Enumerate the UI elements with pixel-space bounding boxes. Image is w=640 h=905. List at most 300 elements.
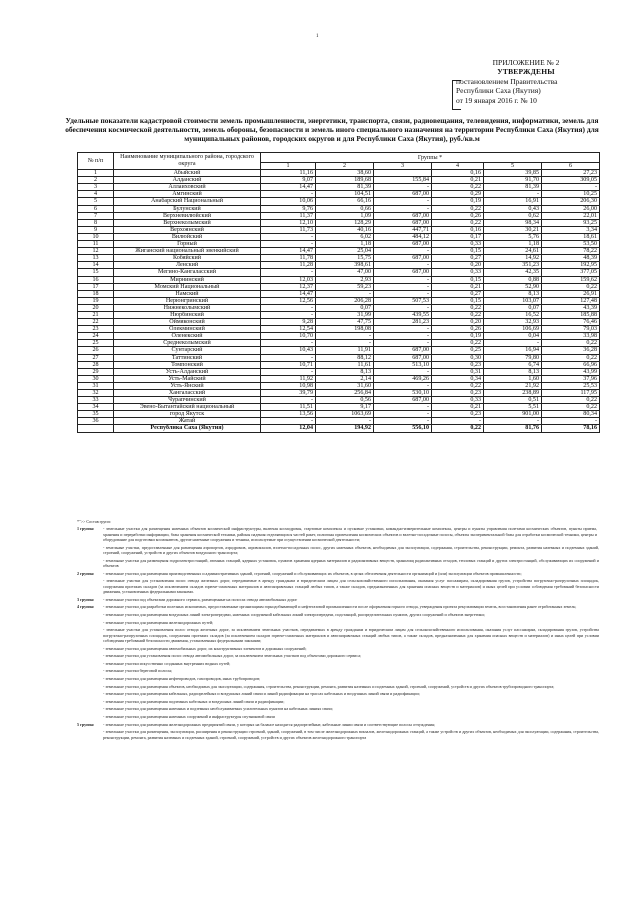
row-number: 28 (78, 361, 114, 368)
group-value: 0,15 (432, 297, 484, 304)
group-value: - (374, 276, 432, 283)
group-4-sub: - земельные участки для размещения воздушных линий электропередачи, наземных сооружений кабельных линий электропередачи, подстанций, распределительных пунктов, других сооружений и объектов энергетики; (103, 612, 485, 617)
district-name: Оймяконский (114, 319, 261, 326)
row-number: 17 (78, 283, 114, 290)
total-value: 194,92 (316, 425, 374, 432)
table-row (78, 233, 600, 240)
group-value: 238,89 (484, 390, 542, 397)
district-name: Нижнеколымский (114, 304, 261, 311)
total-value: 556,10 (374, 425, 432, 432)
group-value: 80,34 (542, 411, 600, 418)
district-name: Эвено-Бытантайский национальный (114, 404, 261, 411)
group-value: 0,56 (316, 397, 374, 404)
group-value: 3,34 (542, 226, 600, 233)
group-value: 0,22 (542, 354, 600, 361)
group-value: 11,91 (316, 347, 374, 354)
group-value: 10,98 (261, 382, 316, 389)
group-2-text: - земельные участки для размещения производственных и административных зданий, строений, сооружений и обслуживающих их объектов, в целях обеспечения деятельности организаций и (или) эксплуатации объектов промышленности; (103, 570, 522, 576)
row-number: 25 (78, 340, 114, 347)
approved-label: УТВЕРЖДЕНЫ (497, 67, 555, 77)
group-value: 31,60 (316, 382, 374, 389)
group-header: 3 (374, 163, 432, 170)
group-value: 22,01 (542, 212, 600, 219)
group-value: 0,51 (484, 397, 542, 404)
group-value: 0,22 (432, 205, 484, 212)
group-3-text: - земельные участки под объектами дорожного сервиса, размещенные на полосах отвода автомобильных дорог (103, 596, 298, 602)
group-value: 0,31 (432, 368, 484, 375)
group-value: - (261, 418, 316, 425)
group-value: 81,39 (316, 184, 374, 191)
row-number: 15 (78, 269, 114, 276)
table-row (78, 319, 600, 326)
group-value: 103,07 (484, 297, 542, 304)
group-value: 0,22 (432, 219, 484, 226)
group-value: 0,29 (432, 191, 484, 198)
total-value: 78,16 (542, 425, 600, 432)
group-value: 88,12 (316, 354, 374, 361)
group-value: 281,23 (374, 319, 432, 326)
row-number: 11 (78, 241, 114, 248)
group-value: 206,30 (542, 198, 600, 205)
row-number: 26 (78, 347, 114, 354)
row-number: 8 (78, 219, 114, 226)
district-name: Мегино-Кангаласский (114, 269, 261, 276)
row-number: 7 (78, 212, 114, 219)
group-value: 0,19 (432, 333, 484, 340)
row-number: 6 (78, 205, 114, 212)
row-number: 20 (78, 304, 114, 311)
group-value: - (484, 418, 542, 425)
district-name: Горный (114, 241, 261, 248)
group-value: - (261, 304, 316, 311)
group-4-sub: - земельные участки для размещения наземных и подземных необслуживаемых усилительных пунктов на кабельных линиях связи; (103, 706, 333, 712)
district-name: Верхневилюйский (114, 212, 261, 219)
group-value: - (374, 333, 432, 340)
row-number: 32 (78, 390, 114, 397)
group-value: 12,03 (261, 276, 316, 283)
group-value: 12,56 (261, 297, 316, 304)
row-number: 3 (78, 184, 114, 191)
group-4-label: 4 группа: (77, 604, 95, 610)
row-number: 33 (78, 397, 114, 404)
group-4-sub: - земельные участки для размещения объектов, необходимых для эксплуатации, содержания, строительства, реконструкции, ремонта, развития наземных и подземных зданий, строений, сооружений, устройств и других объектов трубопроводного транспорта; (103, 683, 555, 689)
group-value: 0,88 (484, 276, 542, 283)
group-4-sub: - земельные участки для размещения кабельных, радиорелейных и воздушных линий связи и линий радиофикации на трассах кабельных и воздушных линий связи и радиофикации; (103, 691, 420, 697)
group-value: 98,34 (484, 219, 542, 226)
table-row (78, 347, 600, 354)
group-1-note (77, 526, 599, 542)
group-value: 5,51 (484, 404, 542, 411)
group-value: 11,16 (261, 170, 316, 177)
group-value: - (261, 340, 316, 347)
group-value: 351,23 (484, 262, 542, 269)
table-row (78, 354, 600, 361)
group-value: 0,22 (432, 382, 484, 389)
group-value: 12,37 (261, 283, 316, 290)
group-value: 16,94 (484, 347, 542, 354)
group-value: 30,21 (484, 226, 542, 233)
group-value: 26,00 (542, 205, 600, 212)
group-value: 0,30 (432, 354, 484, 361)
group-value: 37,96 (542, 375, 600, 382)
district-name: Жатай (114, 418, 261, 425)
group-value: 18,61 (542, 233, 600, 240)
district-name: Хангаласский (114, 390, 261, 397)
row-number: 31 (78, 382, 114, 389)
table-row (78, 184, 600, 191)
group-value: 12,10 (261, 219, 316, 226)
group-value: 47,00 (316, 269, 374, 276)
row-number: 1 (78, 170, 114, 177)
group-value: - (484, 191, 542, 198)
district-name: Жиганский национальный эвенкийский (114, 248, 261, 255)
group-value: - (261, 311, 316, 318)
total-num (78, 425, 114, 432)
group-value: - (374, 184, 432, 191)
table-row (78, 177, 600, 184)
group-4-subitems (77, 612, 599, 719)
group-1-text: - земельные участки для размещения наземных объектов космической инфраструктуры, включая космодромы, стартовые комплексы и пусковые установки, командно-измерительные комплексы, центры и пункты управления полетами космических объектов, пункты приема, хранения и переработки информации, базы хранения космической техники, районы падения отделяющихся частей ракет, полигоны приземления космических объектов и взлетно-посадочные полосы, объекты экспериментальной базы для отработки космической техники, центры и оборудование для подготовки космонавтов, другие наземные сооружения и техника, используемые при осуществлении космической деятельности; (103, 526, 597, 543)
group-value: 38,60 (316, 170, 374, 177)
group-value: 14,92 (484, 255, 542, 262)
group-value: - (316, 333, 374, 340)
row-number: 14 (78, 262, 114, 269)
table-row (78, 390, 600, 397)
group-value: 469,26 (374, 375, 432, 382)
table-row (78, 326, 600, 333)
group-value: 687,00 (374, 191, 432, 198)
group-value: 447,71 (374, 226, 432, 233)
group-value: 0,22 (432, 340, 484, 347)
group-value: 11,28 (261, 262, 316, 269)
group-5-text: - земельные участки для размещения железнодорожных предприятий связи, у которых на балансе находятся радиорелейные, кабельные линии связи и соответствующие полосы отчуждения; (103, 721, 436, 727)
group-value: 0,25 (432, 347, 484, 354)
row-number: 2 (78, 177, 114, 184)
group-value: 0,22 (542, 404, 600, 411)
group-value: 185,88 (542, 311, 600, 318)
group-value: 439,55 (374, 311, 432, 318)
row-number: 5 (78, 198, 114, 205)
district-name: Ленский (114, 262, 261, 269)
group-value: - (542, 418, 600, 425)
district-name: город Якутск (114, 411, 261, 418)
group-value: 687,00 (374, 397, 432, 404)
group-value: 0,22 (432, 304, 484, 311)
group-3-label: 3 группа: (77, 596, 95, 602)
district-name: Кобяйский (114, 255, 261, 262)
district-name: Олекминский (114, 326, 261, 333)
group-value: 155,84 (374, 177, 432, 184)
row-number: 21 (78, 311, 114, 318)
group-value: 32,93 (484, 319, 542, 326)
group-1-sub: - земельные участки для размещения гидроэлектростанций, атомных станций, ядерных установок, пунктов хранения ядерных материалов и радиоактивных веществ, хранилищ радиоактивных отходов, тепловых станций и других электростанций, обслуживающих их сооружений и объектов (103, 557, 599, 569)
group-value: 198,08 (316, 326, 374, 333)
group-value: 0,17 (432, 233, 484, 240)
group-1-label: 1 группа: (77, 526, 95, 532)
group-value: - (261, 241, 316, 248)
group-value: 48,39 (542, 255, 600, 262)
table-row (78, 397, 600, 404)
table-row (78, 276, 600, 283)
group-value: 206,28 (316, 297, 374, 304)
group-value: 1,18 (316, 241, 374, 248)
group-value: 0,27 (432, 290, 484, 297)
group-value: 0,23 (432, 361, 484, 368)
row-number: 36 (78, 418, 114, 425)
table-row (78, 304, 600, 311)
group-value: 16,52 (484, 311, 542, 318)
group-value: 687,00 (374, 347, 432, 354)
group-value: 31,99 (316, 311, 374, 318)
group-value: 42,35 (484, 269, 542, 276)
district-name: Среднеколымский (114, 340, 261, 347)
group-value: - (374, 205, 432, 212)
row-number: 18 (78, 290, 114, 297)
group-value: - (374, 368, 432, 375)
group-value: 0,22 (432, 184, 484, 191)
table-row (78, 368, 600, 375)
group-value: - (374, 340, 432, 347)
group-value: 11,51 (261, 404, 316, 411)
group-value: 2,93 (316, 276, 374, 283)
row-number: 24 (78, 333, 114, 340)
group-value: 66,16 (316, 198, 374, 205)
district-name: Томпонский (114, 361, 261, 368)
group-value: 1,09 (316, 212, 374, 219)
group-5-note (77, 722, 599, 727)
total-value: 0,22 (432, 425, 484, 432)
group-value: - (374, 418, 432, 425)
district-name: Сунтарский (114, 347, 261, 354)
district-name: Усть-Майский (114, 375, 261, 382)
group-value: 189,68 (316, 177, 374, 184)
group-value: - (261, 269, 316, 276)
row-number: 9 (78, 226, 114, 233)
group-value: 0,19 (432, 198, 484, 205)
table-row (78, 297, 600, 304)
group-value: 0,21 (432, 404, 484, 411)
group-value: 0,07 (316, 304, 374, 311)
district-name: Амгинский (114, 191, 261, 198)
group-value: 106,69 (484, 326, 542, 333)
group-value: 6,74 (484, 361, 542, 368)
group-4-sub: - земельные участки для размещения железнодорожных путей; (103, 619, 214, 625)
group-value: - (261, 233, 316, 240)
group-value: 16,91 (484, 198, 542, 205)
group-4-sub: - земельные участки для размещения подземных кабельных и воздушных линий связи и радиофикации; (103, 698, 285, 704)
district-name: Таттинский (114, 354, 261, 361)
group-value: 10,43 (261, 347, 316, 354)
district-name: Усть-Алданский (114, 368, 261, 375)
group-value: 530,10 (374, 390, 432, 397)
group-value: 0,23 (432, 390, 484, 397)
group-value: 0,26 (432, 212, 484, 219)
table-row (78, 411, 600, 418)
group-value: 377,05 (542, 269, 600, 276)
table-row (78, 198, 600, 205)
group-value: 309,05 (542, 177, 600, 184)
group-value: 15,75 (316, 255, 374, 262)
group-value: 0,62 (484, 212, 542, 219)
group-value: 11,37 (261, 212, 316, 219)
group-value (374, 170, 432, 177)
group-value: 0,43 (484, 205, 542, 212)
group-value: 507,53 (374, 297, 432, 304)
group-value: 40,16 (316, 226, 374, 233)
group-value: 43,39 (542, 304, 600, 311)
group-value: - (261, 191, 316, 198)
group-header: 2 (316, 163, 374, 170)
group-value: 2,14 (316, 375, 374, 382)
group-value: 687,00 (374, 354, 432, 361)
table-row (78, 241, 600, 248)
group-value: 0,20 (432, 319, 484, 326)
table-row (78, 212, 600, 219)
group-value: 8,13 (316, 368, 374, 375)
group-value: 104,51 (316, 191, 374, 198)
row-number: 16 (78, 276, 114, 283)
group-value: 0,22 (542, 283, 600, 290)
group-value: 0,16 (432, 226, 484, 233)
group-value: 127,48 (542, 297, 600, 304)
row-number: 29 (78, 368, 114, 375)
group-value: - (374, 198, 432, 205)
col-header-name: Наименование муниципального района, городского округа (114, 153, 261, 170)
group-value: 9,76 (261, 205, 316, 212)
group-value: - (374, 262, 432, 269)
table-row (78, 311, 600, 318)
group-value: - (374, 304, 432, 311)
row-number: 34 (78, 404, 114, 411)
table-row (78, 283, 600, 290)
appendix-header (456, 58, 596, 105)
group-value: 117,95 (542, 390, 600, 397)
group-4-sub: - земельные участки для установления полос отвода автомобильных дорог, за исключением земельных участков под объектами дорожного сервиса; (103, 653, 362, 659)
group-value: 10,06 (261, 198, 316, 205)
group-value: 0,21 (432, 177, 484, 184)
row-number: 10 (78, 233, 114, 240)
group-value: 12,54 (261, 326, 316, 333)
row-number: 19 (78, 297, 114, 304)
table-row (78, 361, 600, 368)
group-value: - (484, 340, 542, 347)
row-number: 13 (78, 255, 114, 262)
group-value: 0,15 (432, 248, 484, 255)
row-number: 30 (78, 375, 114, 382)
group-value: - (432, 418, 484, 425)
group-value: 0,66 (316, 205, 374, 212)
group-value: 8,13 (484, 290, 542, 297)
group-value: 25,04 (316, 248, 374, 255)
group-value: - (374, 326, 432, 333)
group-5-sub: - земельные участки для размещения, эксплуатации, расширения и реконструкции строений, зданий, сооружений, в том числе железнодорожных вокзалов, железнодорожных станций, а также устройств и других объектов, необходимых для эксплуатации, содержания, строительства, реконструкции, ремонта, развития наземных и подземных зданий, строений, сооружений, устройств и других объектов железнодорожного транспорта (103, 729, 599, 740)
group-value: 24,61 (484, 248, 542, 255)
group-value: 0,34 (432, 375, 484, 382)
republic-line: Республики Саха (Якутия) (456, 86, 541, 96)
group-value: 0,22 (542, 397, 600, 404)
group-value: 21,92 (484, 382, 542, 389)
group-4-sub: - земельные участки для размещения нефтепроводов, газопроводов, иных трубопроводов; (103, 675, 261, 681)
group-value: 0,21 (432, 283, 484, 290)
group-value: 0,33 (432, 269, 484, 276)
district-name: Вилюйский (114, 233, 261, 240)
group-value: 11,73 (261, 226, 316, 233)
district-name: Оленекский (114, 333, 261, 340)
group-value: 687,00 (374, 255, 432, 262)
group-value: 59,23 (316, 283, 374, 290)
group-4-note (77, 604, 599, 609)
group-value: 9,28 (261, 319, 316, 326)
group-2-label: 2 группа: (77, 570, 95, 576)
group-value: 256,84 (316, 390, 374, 397)
group-value: 93,25 (542, 219, 600, 226)
row-number: 35 (78, 411, 114, 418)
table-row (78, 382, 600, 389)
group-value: 33,98 (542, 333, 600, 340)
total-value: 12,04 (261, 425, 316, 432)
table-row (78, 248, 600, 255)
group-value: - (316, 290, 374, 297)
cadastral-value-table (77, 152, 600, 433)
group-value: 0,33 (432, 397, 484, 404)
group-value: 192,95 (542, 262, 600, 269)
group-value: 9,17 (316, 404, 374, 411)
group-value: 14,47 (261, 248, 316, 255)
group-value: 0,20 (432, 262, 484, 269)
group-4-sub: - земельные участки искусственно созданных внутренних водных путей; (103, 660, 231, 666)
group-header: 6 (542, 163, 600, 170)
group-value: 0,07 (484, 304, 542, 311)
district-name: Усть-Янский (114, 382, 261, 389)
district-name: Чурапчинский (114, 397, 261, 404)
group-value: 47,75 (316, 319, 374, 326)
group-value: 52,90 (484, 283, 542, 290)
row-number: 27 (78, 354, 114, 361)
group-value: 14,47 (261, 290, 316, 297)
row-number: 23 (78, 326, 114, 333)
district-name: Мирнинский (114, 276, 261, 283)
group-value: - (316, 340, 374, 347)
group-value: 81,39 (484, 184, 542, 191)
group-4-sub: - земельные участки береговой полосы; (103, 668, 173, 674)
group-value: 14,47 (261, 184, 316, 191)
appendix-number: ПРИЛОЖЕНИЕ № 2 (492, 58, 560, 67)
group-4-sub: - земельные участки для размещения автомобильных дорог, их конструктивных элементов и дорожных сооружений; (103, 645, 307, 651)
group-value: 128,29 (316, 219, 374, 226)
group-value: 13,56 (261, 411, 316, 418)
group-value: 79,80 (484, 354, 542, 361)
group-4-sub: - земельные участки для размещения наземных сооружений и инфраструктуры спутниковой связи (103, 713, 275, 719)
group-value: 5,76 (484, 233, 542, 240)
group-value: - (261, 397, 316, 404)
footnotes (77, 519, 599, 742)
group-value: - (374, 404, 432, 411)
group-value: 687,00 (374, 241, 432, 248)
group-value: - (542, 184, 600, 191)
table-row (78, 219, 600, 226)
group-value: 10,25 (542, 191, 600, 198)
group-4-text: - земельные участки для разработки полезных ископаемых, предоставленные организациям горнодобывающей и нефтегазовой промышленности после оформления горного отвода, утверждения проекта рекультивации земель, восстановления ранее отработанных земель; (103, 604, 577, 610)
district-name: Анабарский Национальный (114, 198, 261, 205)
group-2-note (77, 571, 599, 576)
approved-by-line: постановлением Правительства (456, 76, 558, 86)
page-mark: 1 (316, 34, 319, 39)
group-value: 78,22 (542, 248, 600, 255)
group-value: 159,62 (542, 276, 600, 283)
table-body (78, 170, 600, 425)
table-row (78, 191, 600, 198)
group-value: 11,78 (261, 255, 316, 262)
